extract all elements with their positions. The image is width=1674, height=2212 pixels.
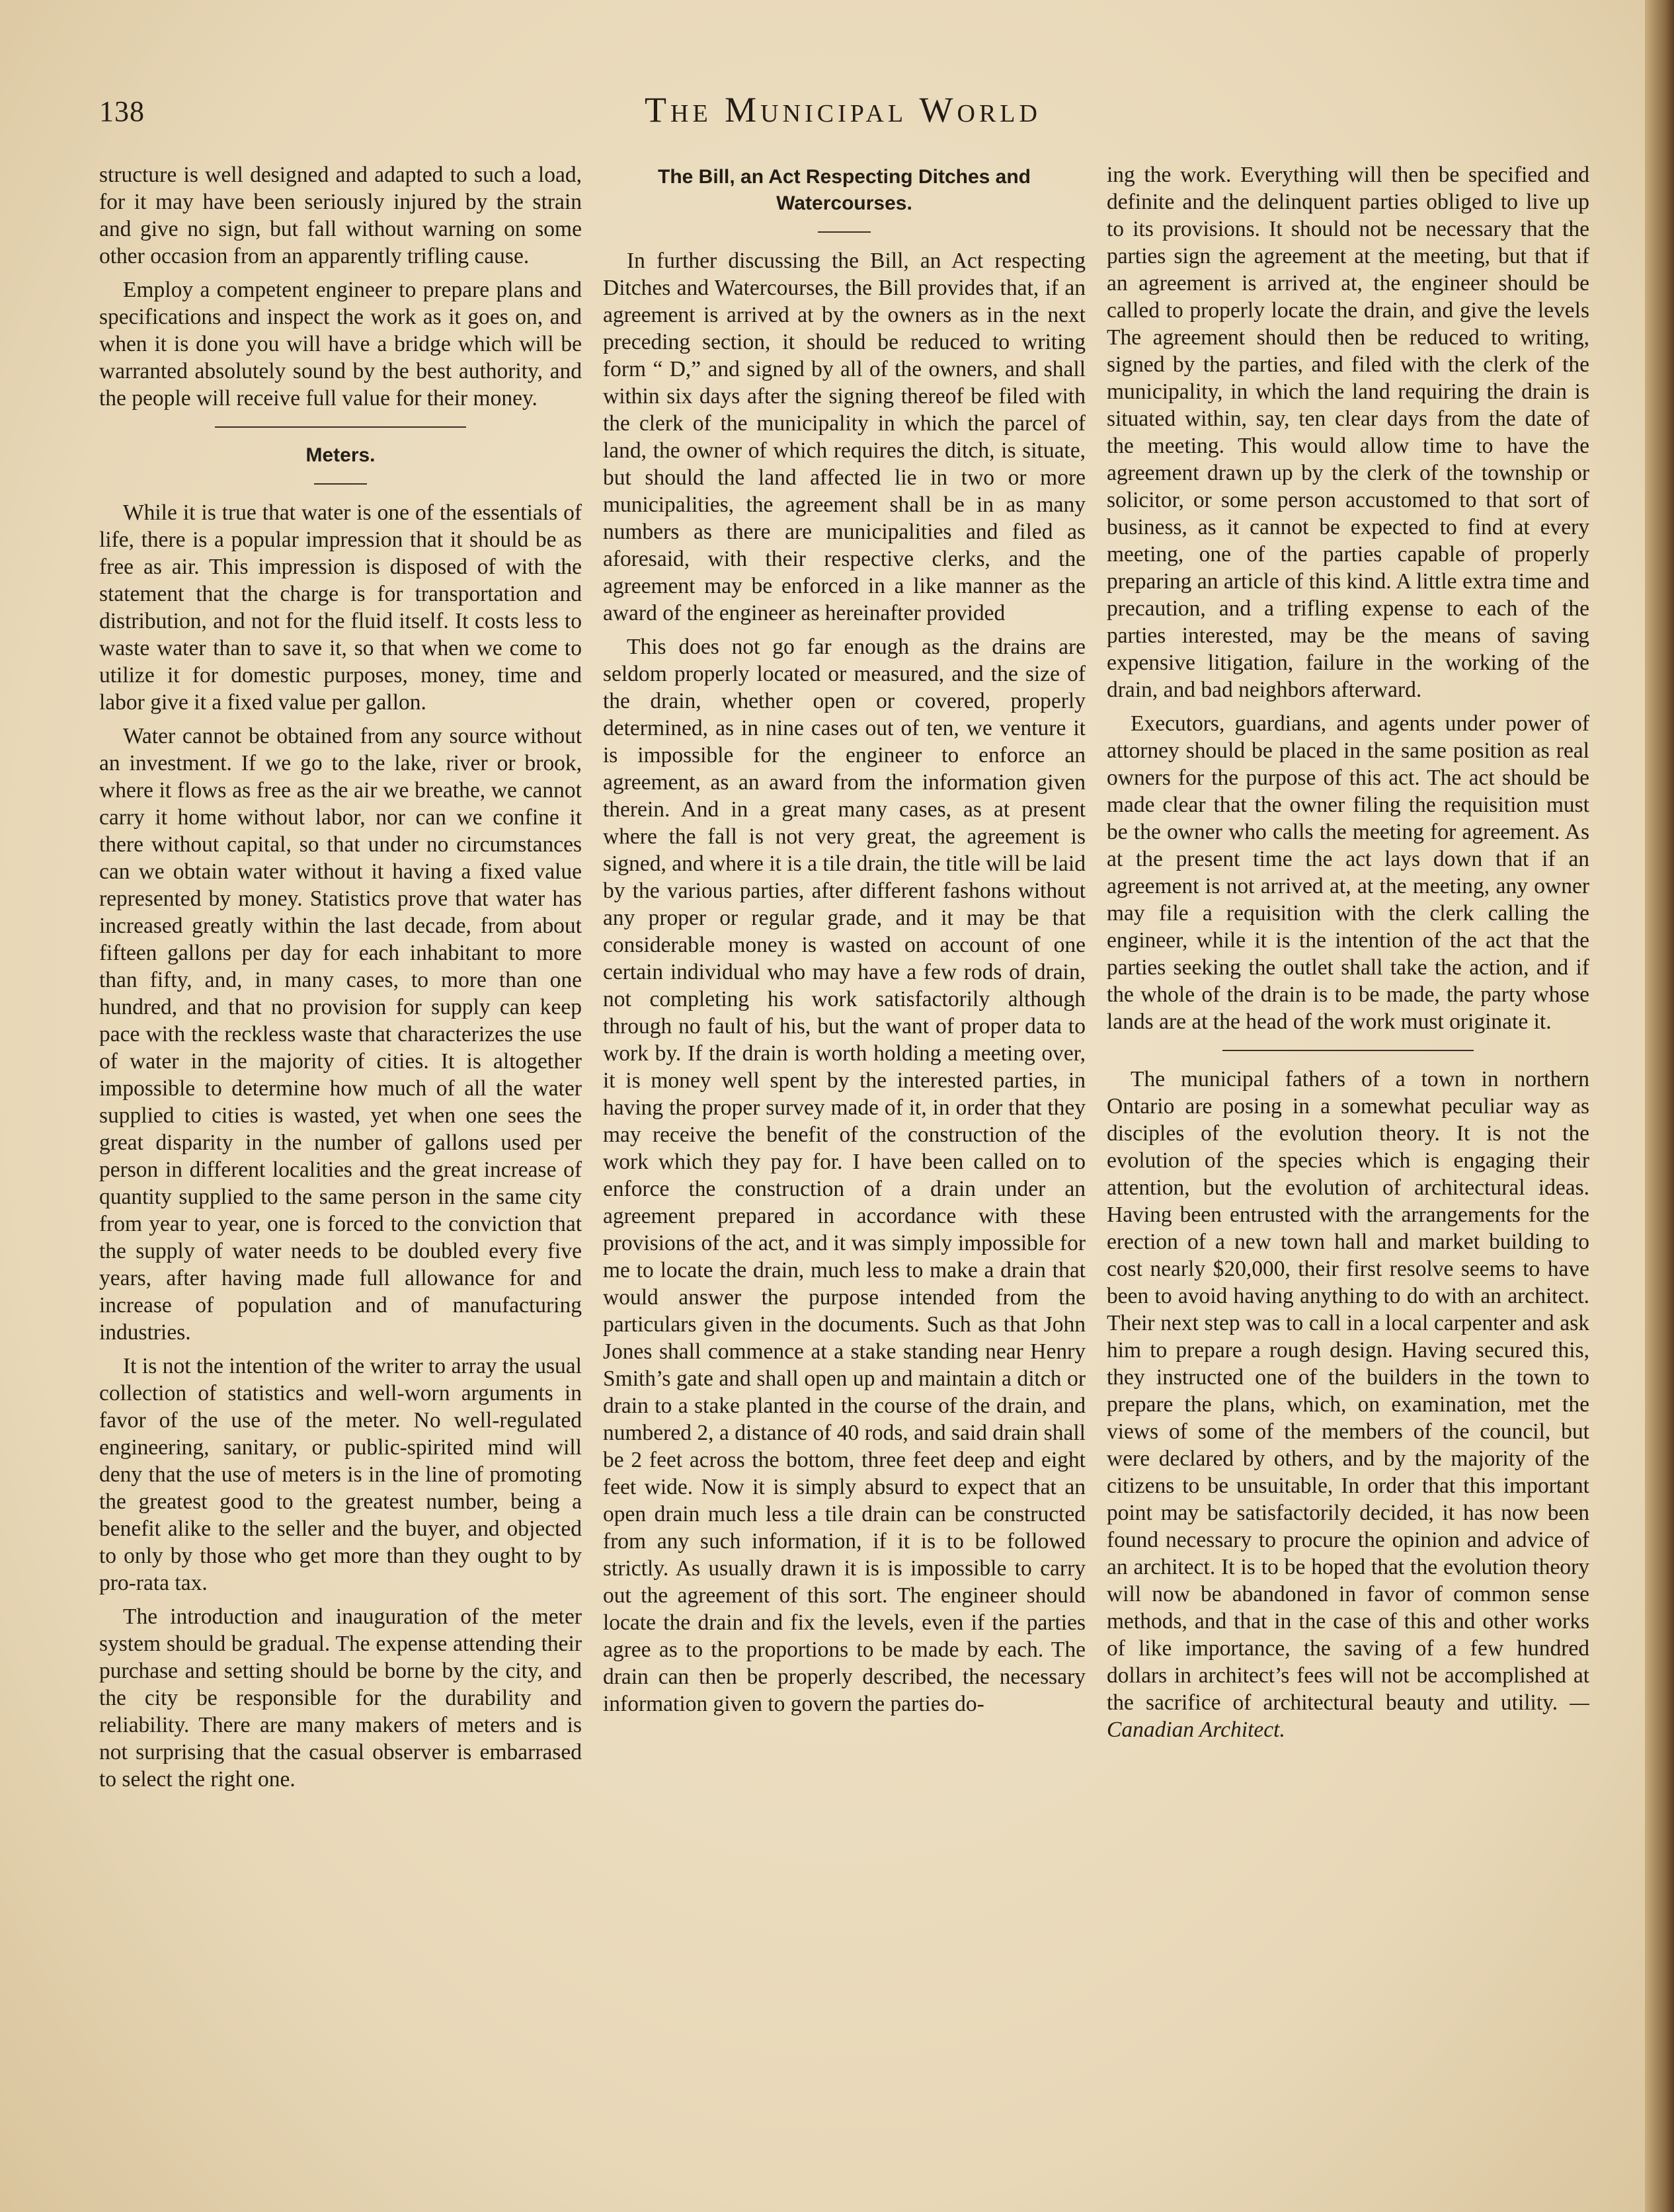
bill-paragraph-3: Executors, guardians, and agents under power of attorney should be placed in the same position as real owners for the purpose of this act. The act should be made clear that the owner filing the requisition must be the owner who calls the meeting for agreement. As at the present time the act lays down that if an agreement is not arrived at, at the meeting, any owner may file a requisition with the clerk calling the engineer, while it is the intention of the act that the parties seeking the outlet shall take the action, and if the whole of the drain is to be made, the party whose lands are at the head of the work must originate it.: [1107, 711, 1589, 1034]
bill-heading: The Bill, an Act Respecting Ditches and Watercourses.: [658, 166, 1031, 214]
heading-rule: [314, 483, 367, 485]
town-hall-paragraph: [1107, 1066, 1589, 1743]
meters-paragraph-2: Water cannot be obtained from any source without an investment. If we go to the lake, river or brook, where it flows as free as the air we breathe, we cannot carry it home without labor, nor can we confine it there without capital, so that under no circumstances can we obtain water without it having a fixed value represented by money. Statistics prove that water has increased greatly within the last decade, from about fifteen gallons per day for each inhabitant to more than fifty, and, in many cases, to more than one hundred, and that no provision for supply can keep pace with the reckless waste that characterizes the use of water in the majority of cities. It is altogether impossible to determine how much of all the water supplied to cities is wasted, yet when one sees the great disparity in the number of gallons used per person in different localities and the great increase of quantity supplied to the same person in the same city from year to year, one is forced to the conviction that the supply of water needs to be doubled every five years, after having made full allowance for and increase of population and of manufacturing industries.: [99, 724, 582, 1345]
bill-paragraph-1: In further discussing the Bill, an Act respecting Ditches and Watercourses, the Bill provides that, if an agreement is arrived at by the owners as in the next preceding section, it should be reduced to writing form “ D,” and signed by all of the owners, and shall within six days after the signing thereof be filed with the clerk of the municipality in which the parcel of land, the owner of which requires the ditch, is situate, but should the land affected lie in two or more municipalities, the agreement shall be in as many numbers as there are municipalities and filed as aforesaid, with their respective clerks, and the agreement may be enforced in a like manner as the award of the engineer as hereinafter provided: [603, 249, 1086, 625]
section-divider: [1222, 1050, 1474, 1051]
paragraph-engineer: Employ a competent engineer to prepare plans and specifications and inspect the work as it goes on, and when it is done you will have a bridge which will be warranted absolutely sound by the best authority, and the people will receive full value for their money.: [99, 278, 582, 411]
column-1: [99, 161, 582, 2138]
masthead-title: The Municipal World: [645, 90, 1041, 130]
section-divider: [215, 426, 466, 428]
meters-paragraph-4: The introduction and inauguration of the meter system should be gradual. The expense attending their purchase and setting should be borne by the city, and the city be responsible for the durability and reliability. There are many makers of meters and is not surprising that the casual observer is embarrased to select the right one.: [99, 1604, 582, 1792]
meters-paragraph-3: It is not the intention of the writer to array the usual collection of statistics and well-worn arguments in favor of the use of the meter. No well-regulated engineering, sanitary, or public-spirited mind will deny that the use of meters is in the line of promoting the greatest good to the greatest number, being a benefit alike to the seller and the buyer, and objected to only by those who get more than they ought to by pro-rata tax.: [99, 1354, 582, 1595]
page-header: [99, 89, 1587, 142]
bill-paragraph-2-continued: ing the work. Everything will then be specified and definite and the delinquent parties obliged to live up to its provisions. It should not be necessary that the parties sign the agreement at the meeting, but that if an agreement is arrived at, the engineer should be called to properly locate the drain, and give the levels The agreement should then be reduced to writing, signed by the parties, and filed with the clerk of the municipality, in which the land requiring the drain is situated within, say, ten clear days from the date of the meeting. This would allow time to have the agreement drawn up by the clerk of the township or solicitor, or some person accustomed to that sort of business, as it cannot be expected to find at every meeting, one of the parties capable of properly preparing an article of this kind. A little extra time and precaution, and a trifling expense to each of the parties interested, may be the means of saving expensive litigation, failure in the working of the drain, and bad neighbors afterward.: [1107, 163, 1589, 702]
meters-heading: Meters.: [305, 444, 376, 466]
page-number: 138: [99, 95, 145, 128]
paragraph-continued: structure is well designed and adapted to such a load, for it may have been seriously injured by the strain and give no sign, but fall without warning on some other occasion from an apparently trifling cause.: [99, 163, 582, 268]
column-3: [1107, 161, 1589, 2138]
town-hall-text: The municipal fathers of a town in northern Ontario are posing in a somewhat peculiar way as disciples of the evolution theory. It is not the evolution of the species which is engaging their attention, but the evolution of architectural ideas. Having been entrusted with the arrangements for the erection of a new town hall and market building to cost nearly $20,000, their first resolve seems to have been to avoid having anything to do with an architect. Their next step was to call in a local carpenter and ask him to prepare a rough design. Having secured this, they instructed one of the builders in the town to prepare the plans, which, on examination, met the views of some of the members of the council, but were declared by others, and by the majority of the citizens to be unsuitable, In order that this important point may be satisfactorily decided, it has now been found necessary to procure the opinion and advice of an architect. It is to be hoped that the evolution theory will now be abandoned in favor of common sense methods, and that in the case of this and other works of like importance, the saving of a few hundred dollars in architect’s fees will not be accomplished at the sacrifice of architectural beauty and utility.: [1107, 1067, 1589, 1715]
bill-paragraph-2: This does not go far enough as the drains are seldom properly located or measured, and the size of the drain, whether open or covered, properly determined, as in nine cases out of ten, we venture it is impossible for the engineer to enforce an agreement, as an award from the information given therein. And in a great many cases, as at present where the fall is not very great, the agreement is signed, and where it is a tile drain, the title will be laid by the various parties, after different fashons without any proper or regular grade, and it may be that considerable money is wasted on account of one certain individual who may have a few rods of drain, not completing his work satisfactorily although through no fault of his, but the want of proper data to work by. If the drain is worth holding a meeting over, it is money well spent by the interested parties, in having the proper survey made of it, in order that they may receive the benefit of the construction of the work which they pay for. I have been called on to enforce the construction of a drain under an agreement prepared in accordance with these provisions of the act, and it was simply impossible for me to locate the drain, much less to make a drain that would answer the purpose intended from the particulars given in the documents. Such as that John Jones shall commence at a stake standing near Henry Smith’s gate and shall open up and maintain a ditch or drain to a stake planted in the course of the drain, and numbered 2, a distance of 40 rods, and said drain shall be 2 feet across the bottom, three feet deep and eight feet wide. Now it is simply absurd to expect that an open drain much less a tile drain can be constructed from any such information, if it is to be followed strictly. As usually drawn it is is impossible to carry out the agreement of this sort. The engineer should locate the drain and fix the levels, even if the parties agree as to the proportions to be made by each. The drain can then be properly described, the necessary information given to govern the parties do-: [603, 635, 1086, 1716]
column-2: [603, 161, 1086, 2138]
binding-edge: [1645, 0, 1674, 2212]
heading-rule: [818, 231, 871, 233]
meters-paragraph-1: While it is true that water is one of the essentials of life, there is a popular impression that it should be as free as air. This impression is disposed of with the statement that the charge is for transportation and distribution, and not for the fluid itself. It costs less to waste water than to save it, so that when we come to utilize it for domestic purposes, money, time and labor give it a fixed value per gallon.: [99, 500, 582, 715]
source-attribution: —Canadian Architect.: [1107, 1690, 1589, 1742]
